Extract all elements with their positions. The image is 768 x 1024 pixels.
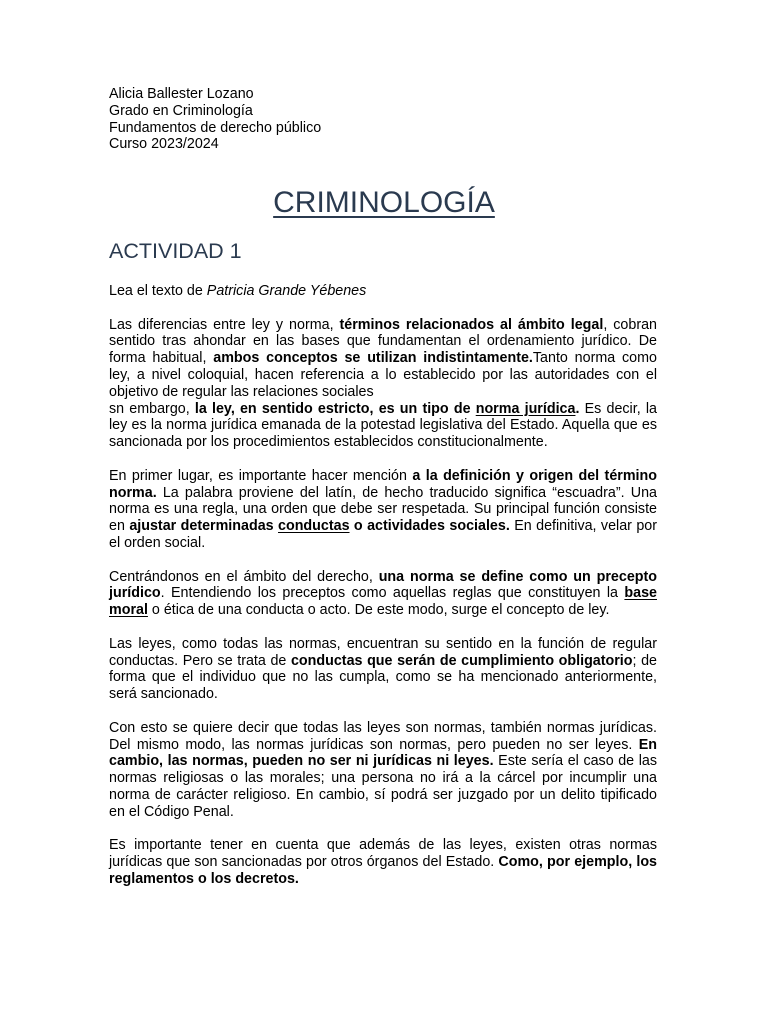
underlined-term: norma jurídica	[475, 400, 576, 417]
underlined-term: conductas	[278, 518, 350, 535]
degree-name: Grado en Criminología	[109, 102, 253, 119]
author-name: Alicia Ballester Lozano	[109, 86, 254, 102]
underlined-term: base moral	[109, 585, 657, 619]
academic-year: Curso 2023/2024	[109, 136, 219, 153]
course-subject: Fundamentos de derecho público	[109, 119, 322, 136]
paragraph-6: Con esto se quiere decir que todas las leyes son normas, también normas jurídicas. Del mismo modo, las normas jurídicas son normas, pero pueden no ser leyes. En cambio, las normas, pueden no ser ni jurídicas ni leyes. Este sería el caso de las normas religiosas o las morales; una persona no irá a la cárcel por incumplir una norma de carácter religioso. En cambio, sí podrá ser juzgado por un delito tipificado en el Código Penal.	[109, 719, 657, 820]
document-title: CRIMINOLOGÍA	[273, 186, 495, 219]
document-body	[109, 283, 657, 904]
paragraph-3: En primer lugar, es importante hacer mención a la definición y origen del término norma. La palabra proviene del latín, de hecho traducido significa “escuadra”. Una norma es una regla, una orden que debe ser respetada. Su principal función consiste en ajustar determinadas conductas o actividades sociales. En definitiva, velar por el orden social.	[109, 467, 658, 551]
paragraph-4: Centrándonos en el ámbito del derecho, una norma se define como un precepto jurídico. Entendiendo los preceptos como aquellas reglas que constituyen la base moral o ética de una conducta o acto. De este modo, surge el concepto de ley.	[109, 568, 658, 619]
paragraph-1: Las diferencias entre ley y norma, términos relacionados al ámbito legal, cobran sentido tras ahondar en las bases que fundamentan el ordenamiento jurídico. De forma habitual, ambos conceptos se utilizan indistintamente.Tanto norma como ley, a nivel coloquial, hacen referencia a lo establecido por las autoridades con el objetivo de regular las relaciones sociales	[109, 316, 657, 400]
intro-paragraph: Lea el texto de Patricia Grande Yébenes	[109, 283, 367, 299]
paragraph-7: Es importante tener en cuenta que además de las leyes, existen otras normas jurídicas que son sancionadas por otros órganos del Estado. Como, por ejemplo, los reglamentos o los decretos.	[109, 837, 657, 887]
author-citation: Patricia Grande Yébenes	[206, 283, 367, 299]
author-header	[109, 86, 321, 153]
paragraph-2: sn embargo, la ley, en sentido estricto, es un tipo de norma jurídica. Es decir, la ley es la norma jurídica emanada de la potestad legislativa del Estado. Aquella que es sancionada por los procedimientos establecidos constitucionalmente.	[109, 400, 657, 451]
activity-heading: ACTIVIDAD 1	[109, 239, 242, 263]
paragraph-5: Las leyes, como todas las normas, encuentran su sentido en la función de regular conductas. Pero se trata de conductas que serán de cumplimiento obligatorio; de forma que el individuo que no las cumpla, como se ha mencionado anteriormente, será sancionado.	[109, 635, 657, 703]
